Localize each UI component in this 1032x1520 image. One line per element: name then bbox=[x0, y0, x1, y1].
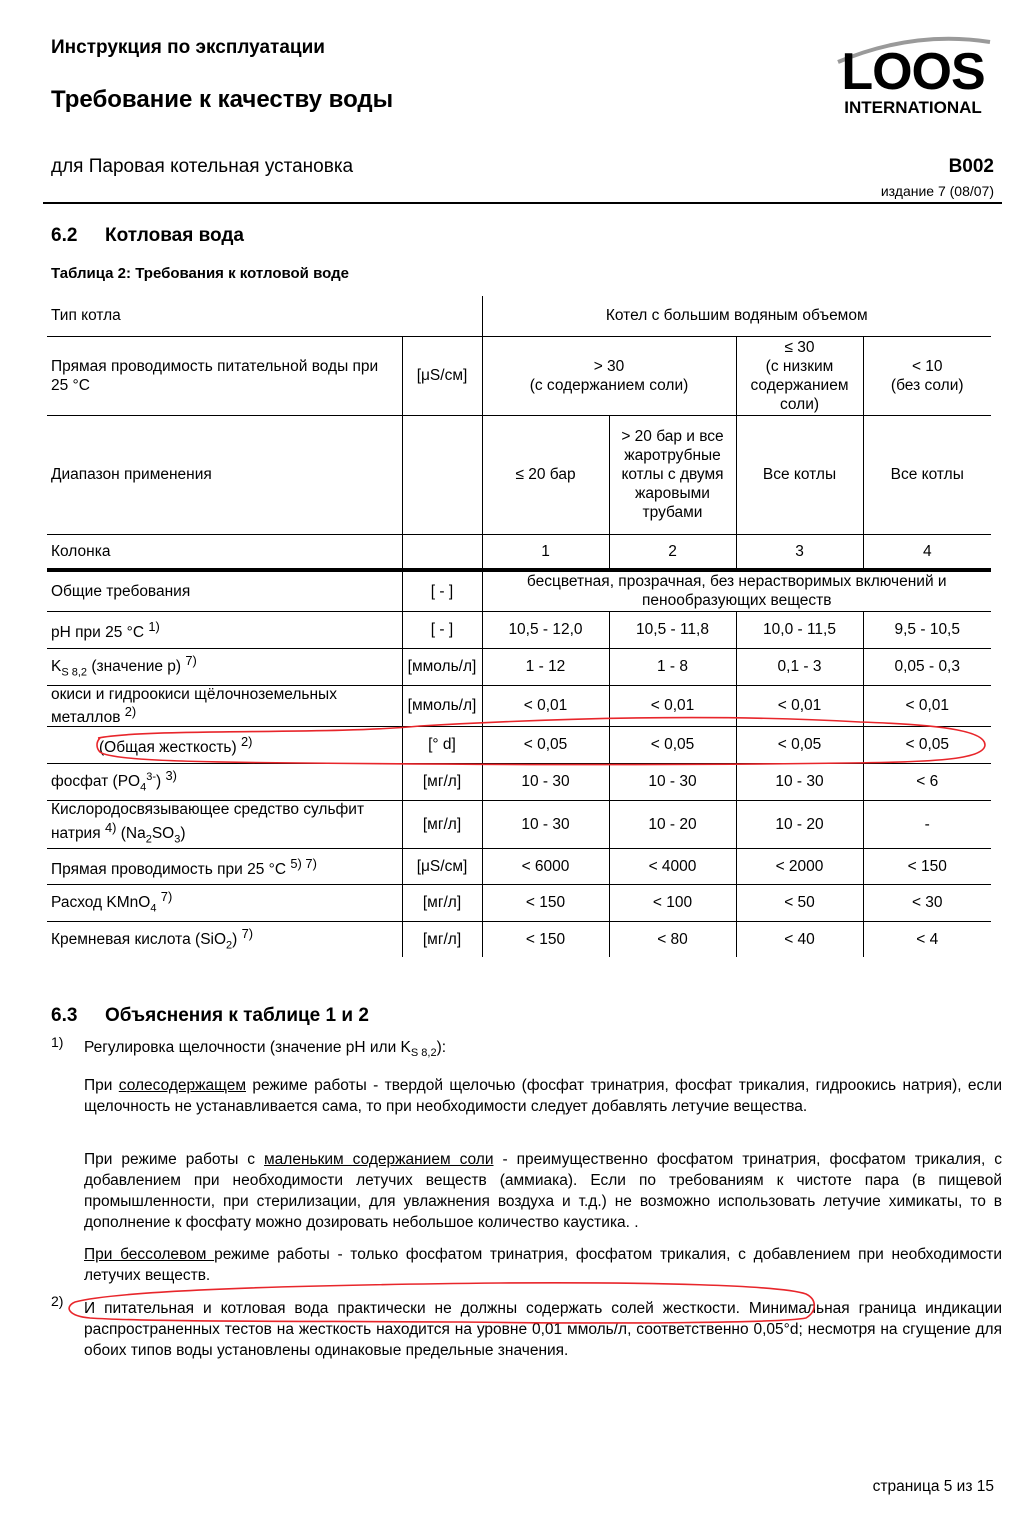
conductivity-unit: [μS/см] bbox=[402, 848, 482, 884]
application-range-label: Диапазон применения bbox=[47, 415, 402, 534]
range-col2: > 20 бар и все жаротрубные котлы с двумя жаровыми трубами bbox=[609, 415, 736, 534]
general-requirements-unit: [ - ] bbox=[402, 570, 482, 611]
kmno4-col3: < 50 bbox=[736, 884, 863, 921]
sulfite-col2: 10 - 20 bbox=[609, 800, 736, 848]
section-number: 6.2 bbox=[51, 225, 78, 246]
ph-col3: 10,0 - 11,5 bbox=[736, 611, 863, 648]
phosphate-col2: 10 - 30 bbox=[609, 763, 736, 800]
column-number: 2 bbox=[609, 534, 736, 570]
total-hardness-unit: [° d] bbox=[402, 726, 482, 763]
sulfite-col3: 10 - 20 bbox=[736, 800, 863, 848]
general-requirements-value: бесцветная, прозрачная, без нерастворимых включений и пенообразующих веществ bbox=[482, 570, 991, 611]
column-unit bbox=[402, 534, 482, 570]
kmno4-label: Расход KMnO$_4$ $^{7)}$ bbox=[47, 884, 402, 921]
feed-conductivity-unit: [μS/см] bbox=[402, 336, 482, 415]
alkaline-earth-col1: < 0,01 bbox=[482, 685, 609, 726]
table-row bbox=[47, 848, 991, 884]
table-row bbox=[47, 685, 991, 726]
alkaline-earth-col3: < 0,01 bbox=[736, 685, 863, 726]
conductivity-label: Прямая проводимость при 25 °C $^{5) 7)}$ bbox=[47, 848, 402, 884]
ph-col1: 10,5 - 12,0 bbox=[482, 611, 609, 648]
table-row bbox=[47, 570, 991, 611]
footnote-2-text: И питательная и котловая вода практически не должны содержать солей жесткости. Минимальная граница индикации распространенных тестов на жесткость находится на уровне 0,01 ммоль/л, соответственно 0,05°d; несмотря на сгущение для обоих типов воды установлены одинаковые предельные значения. bbox=[84, 1300, 1002, 1359]
kmno4-col2: < 100 bbox=[609, 884, 736, 921]
phosphate-label: фосфат $(PO_4^{3-})$ $^{3)}$ bbox=[47, 763, 402, 800]
document-type: Инструкция по эксплуатации bbox=[51, 37, 325, 58]
phosphate-col3: 10 - 30 bbox=[736, 763, 863, 800]
document-number: B002 bbox=[948, 156, 994, 177]
boiler-water-requirements-table bbox=[47, 296, 991, 957]
ks-col2: 1 - 8 bbox=[609, 648, 736, 685]
alkaline-earth-label: окиси и гидроокиси щёлочноземельных металлов $^{2)}$ bbox=[47, 685, 402, 726]
footnote-1-marker: 1) bbox=[51, 1034, 64, 1050]
column-label: Колонка bbox=[47, 534, 402, 570]
edition-label: издание 7 (08/07) bbox=[880, 183, 994, 199]
boiler-type-label: Тип котла bbox=[47, 296, 482, 336]
range-col3: Все котлы bbox=[736, 415, 863, 534]
column-number: 4 bbox=[863, 534, 991, 570]
sulfite-label: Кислородосвязывающее средство сульфит натрия $^{4)}$ $(Na_2SO_3)$ bbox=[47, 800, 402, 848]
ks-col3: 0,1 - 3 bbox=[736, 648, 863, 685]
ph-col2: 10,5 - 11,8 bbox=[609, 611, 736, 648]
column-number: 1 bbox=[482, 534, 609, 570]
table-row bbox=[47, 415, 991, 534]
total-hardness-col4: < 0,05 bbox=[863, 726, 991, 763]
section-6-3-heading bbox=[51, 1005, 369, 1027]
table-row bbox=[47, 884, 991, 921]
header-divider bbox=[43, 202, 1002, 204]
section-title: Котловая вода bbox=[105, 225, 244, 246]
silica-label: Кремневая кислота (SiO$_2$) $^{7)}$ bbox=[47, 921, 402, 957]
feed-conductivity-col4: < 10 (без соли) bbox=[863, 336, 991, 415]
general-requirements-label: Общие требования bbox=[47, 570, 402, 611]
sulfite-col1: 10 - 30 bbox=[482, 800, 609, 848]
table-row bbox=[47, 534, 991, 570]
ph-unit: [ - ] bbox=[402, 611, 482, 648]
ks-label: $K_{S 8,2}$ (значение p) $^{7)}$ bbox=[47, 648, 402, 685]
section-number: 6.3 bbox=[51, 1005, 78, 1026]
logo-sub-text: INTERNATIONAL bbox=[844, 98, 982, 117]
total-hardness-col3: < 0,05 bbox=[736, 726, 863, 763]
feed-conductivity-label: Прямая проводимость питательной воды при 25 °C bbox=[47, 336, 402, 415]
silica-col2: < 80 bbox=[609, 921, 736, 957]
total-hardness-col1: < 0,05 bbox=[482, 726, 609, 763]
alkaline-earth-col2: < 0,01 bbox=[609, 685, 736, 726]
section-6-2-heading bbox=[51, 225, 244, 247]
page-number: страница 5 из 15 bbox=[872, 1478, 994, 1495]
total-hardness-label: (Общая жесткость) $^{2)}$ bbox=[47, 726, 402, 763]
table-row bbox=[47, 763, 991, 800]
column-number: 3 bbox=[736, 534, 863, 570]
section-title: Объяснения к таблице 1 и 2 bbox=[105, 1005, 369, 1026]
table-row bbox=[47, 296, 991, 336]
kmno4-col1: < 150 bbox=[482, 884, 609, 921]
conductivity-col2: < 4000 bbox=[609, 848, 736, 884]
range-col1: ≤ 20 бар bbox=[482, 415, 609, 534]
footnote-2-marker: 2) bbox=[51, 1293, 64, 1309]
kmno4-col4: < 30 bbox=[863, 884, 991, 921]
feed-conductivity-col3: ≤ 30 (с низким содержанием соли) bbox=[736, 336, 863, 415]
silica-col3: < 40 bbox=[736, 921, 863, 957]
logo-main-text: LOOS bbox=[841, 43, 985, 101]
alkaline-earth-unit: [ммоль/л] bbox=[402, 685, 482, 726]
range-col4: Все котлы bbox=[863, 415, 991, 534]
table-row bbox=[47, 336, 991, 415]
boiler-type-value: Котел с большим водяным объемом bbox=[482, 296, 991, 336]
conductivity-col4: < 150 bbox=[863, 848, 991, 884]
paragraph-low-salt-mode: При режиме работы с маленьким содержанием соли - преимущественно фосфатом тринатрия, фосфатом трикалия, с добавлением при необходимости летучих веществ (аммиака). Если по требованиям к чистоте пара (в пищевой промышленности, при стерилизации, для увлажнения воздуха и т.д.) не возможно использовать летучие химикаты, то в дополнение к фосфату можно дозировать небольшое количество каустика. . bbox=[84, 1151, 1002, 1231]
document-title: Требование к качеству воды bbox=[51, 86, 394, 113]
ks-col4: 0,05 - 0,3 bbox=[863, 648, 991, 685]
silica-col4: < 4 bbox=[863, 921, 991, 957]
table-row bbox=[47, 800, 991, 848]
total-hardness-col2: < 0,05 bbox=[609, 726, 736, 763]
feed-conductivity-col12: > 30 (с содержанием соли) bbox=[482, 336, 736, 415]
table-row bbox=[47, 726, 991, 763]
silica-col1: < 150 bbox=[482, 921, 609, 957]
paragraph-salt-free-mode: При бессолевом режиме работы - только фосфатом тринатрия, фосфатом трикалия, с добавлением при необходимости летучих веществ. bbox=[84, 1246, 1002, 1284]
phosphate-col4: < 6 bbox=[863, 763, 991, 800]
phosphate-unit: [мг/л] bbox=[402, 763, 482, 800]
application-range-unit bbox=[402, 415, 482, 534]
loos-logo bbox=[834, 36, 992, 122]
table-row bbox=[47, 648, 991, 685]
sulfite-col4: - bbox=[863, 800, 991, 848]
document-subtitle: для Паровая котельная установка bbox=[51, 156, 354, 177]
ph-col4: 9,5 - 10,5 bbox=[863, 611, 991, 648]
phosphate-col1: 10 - 30 bbox=[482, 763, 609, 800]
ks-col1: 1 - 12 bbox=[482, 648, 609, 685]
footnote-1-heading: Регулировка щелочности (значение pH или $K_{S 8,2}$): bbox=[84, 1039, 447, 1060]
silica-unit: [мг/л] bbox=[402, 921, 482, 957]
kmno4-unit: [мг/л] bbox=[402, 884, 482, 921]
conductivity-col1: < 6000 bbox=[482, 848, 609, 884]
ks-unit: [ммоль/л] bbox=[402, 648, 482, 685]
ph-label: pH при 25 °C $^{1)}$ bbox=[47, 611, 402, 648]
table-caption: Таблица 2: Требования к котловой воде bbox=[51, 265, 349, 282]
conductivity-col3: < 2000 bbox=[736, 848, 863, 884]
sulfite-unit: [мг/л] bbox=[402, 800, 482, 848]
paragraph-salt-mode: При солесодержащем режиме работы - твердой щелочью (фосфат тринатрия, фосфат трикалия, гидроокись натрия), если щелочность не устанавливается сама, то при необходимости следует добавлять летучие вещества. bbox=[84, 1077, 1002, 1115]
alkaline-earth-col4: < 0,01 bbox=[863, 685, 991, 726]
table-row bbox=[47, 611, 991, 648]
table-row bbox=[47, 921, 991, 957]
